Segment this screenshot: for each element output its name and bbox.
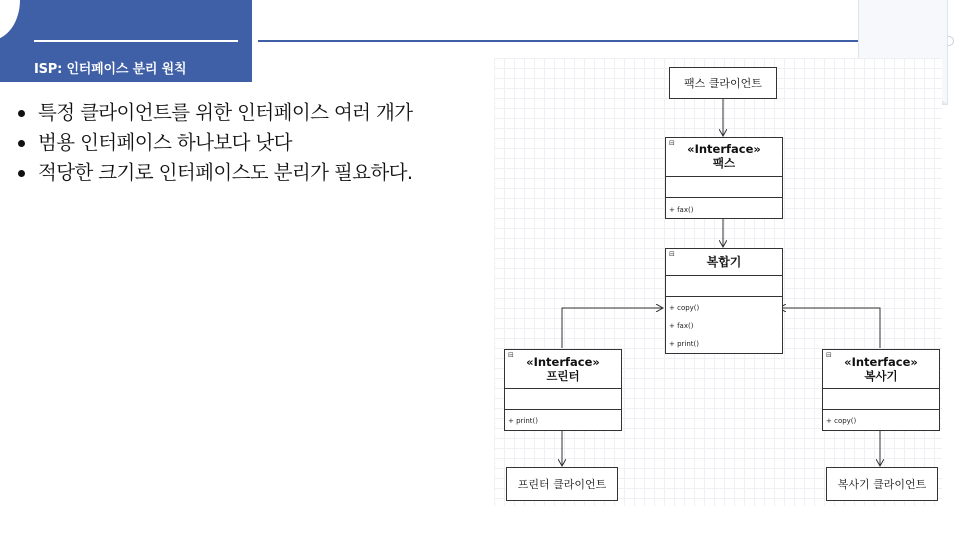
- section-title: ISP: 인터페이스 분리 원칙: [34, 62, 187, 77]
- badge-circle-decoration: [0, 0, 20, 40]
- bullet-item: [16, 128, 413, 158]
- bullet-dot: [18, 110, 25, 117]
- attributes-section: [666, 176, 782, 197]
- printer-interface-class: [504, 349, 622, 431]
- class-name: 복합기: [706, 255, 742, 269]
- minimize-icon: ⊟: [508, 351, 514, 359]
- minimize-icon: ⊟: [826, 351, 832, 359]
- minimize-icon: ⊟: [669, 139, 675, 147]
- class-stereotype: «Interface»: [687, 142, 761, 156]
- printer-client-box: 프린터 클라이언트: [506, 467, 618, 501]
- class-name: 팩스: [712, 156, 736, 170]
- class-name: 복사기: [864, 369, 898, 383]
- operation: + fax(): [669, 322, 694, 330]
- badge-underline: [34, 40, 238, 42]
- operation: + copy(): [669, 304, 700, 312]
- bullet-text: 특정 클라이언트를 위한 인터페이스 여러 개가: [38, 101, 413, 124]
- bullet-dot: [18, 170, 25, 177]
- fax-client-box: 팩스 클라이언트: [669, 67, 777, 99]
- bullet-dot: [18, 140, 25, 147]
- copier-client-box: 복사기 클라이언트: [826, 467, 938, 501]
- copier-interface-class: [822, 349, 940, 431]
- uml-class-diagram: [494, 58, 942, 506]
- operations-section: [666, 296, 782, 353]
- bullet-text: 범용 인터페이스 하나보다 낫다: [38, 131, 292, 154]
- printer-interface-to-multifunction: [562, 308, 663, 348]
- class-stereotype: «Interface»: [526, 355, 600, 369]
- minimize-icon: ⊟: [669, 250, 675, 258]
- header-divider: [258, 40, 858, 42]
- copier-interface-to-multifunction: [779, 308, 880, 348]
- attributes-section: [505, 388, 621, 409]
- attributes-section: [666, 275, 782, 296]
- operation: + fax(): [666, 197, 782, 218]
- fax-interface-class: [665, 137, 783, 219]
- class-name: 프린터: [546, 369, 580, 383]
- multifunction-class: [665, 248, 783, 354]
- attributes-section: [823, 388, 939, 409]
- operation: + copy(): [823, 409, 939, 430]
- operation: + print(): [669, 340, 699, 348]
- operation: + print(): [505, 409, 621, 430]
- bullet-item: [16, 98, 413, 128]
- section-badge: [0, 0, 252, 82]
- bullet-text: 적당한 크기로 인터페이스도 분리가 필요하다.: [38, 161, 413, 184]
- bullet-item: [16, 158, 413, 188]
- bullet-list: [16, 98, 413, 188]
- class-stereotype: «Interface»: [844, 355, 918, 369]
